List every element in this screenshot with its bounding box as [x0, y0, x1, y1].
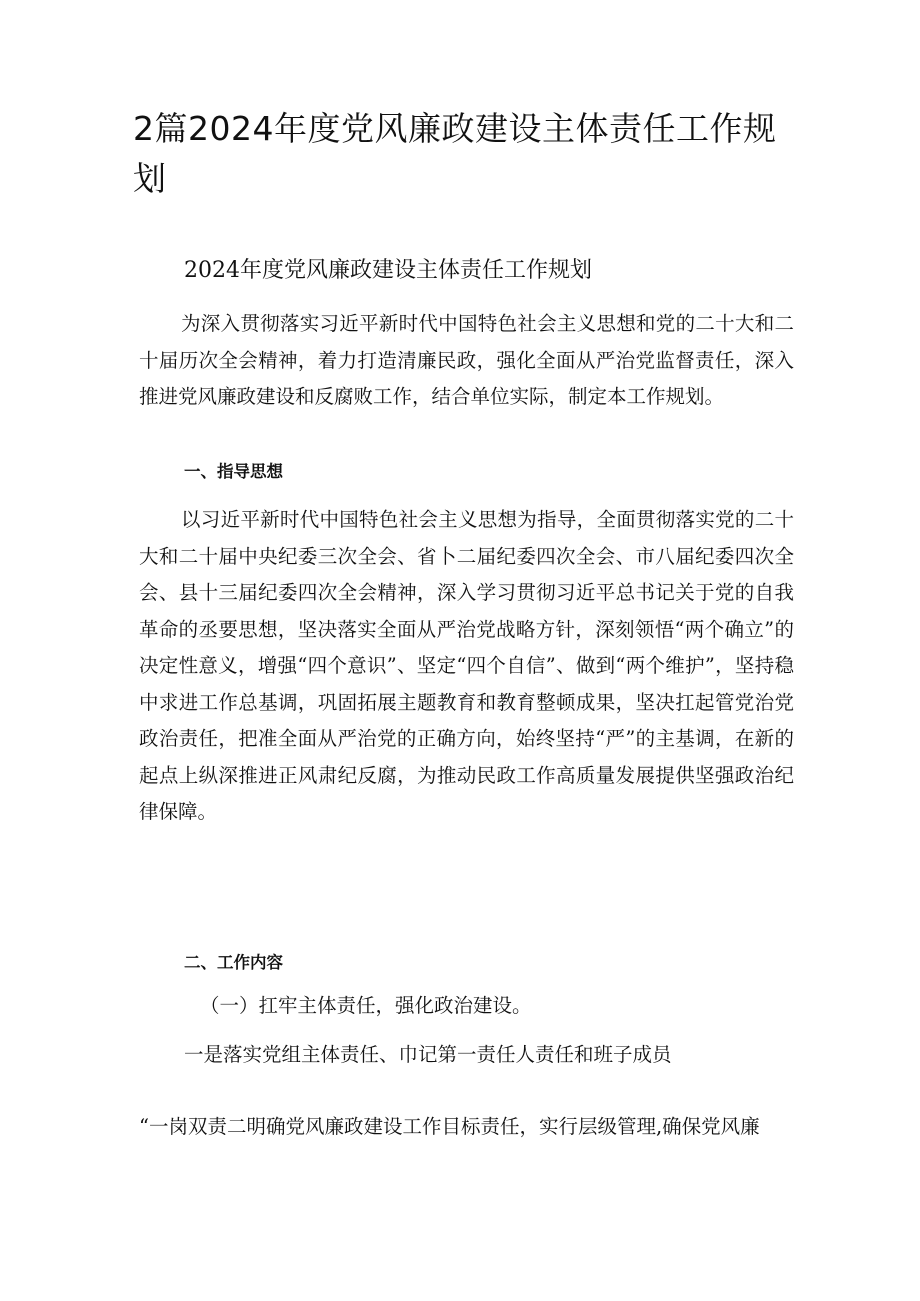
work-content-line: 一是落实党组主体责任、巾记第一责任人责任和班子成员: [184, 1043, 672, 1066]
section-heading-work-content: 二、工作内容: [184, 953, 283, 972]
work-content-line-continued: “一岗双责二明确党风廉政建设工作目标责任，实行层级管理,确保党风廉: [139, 1115, 760, 1138]
intro-paragraph: 为深入贯彻落实习近平新时代中国特色社会主义思想和党的二十大和二十届历次全会精神，着力打造清廉民政，强化全面从严治党监督责任，深入推进党风廉政建设和反腐败工作，结合单位实际，制定本工作规划。: [139, 312, 794, 408]
section-heading-guiding-ideology: 一、指导思想: [184, 462, 283, 481]
subsection-heading-main-responsibility: （一）扛牢主体责任，强化政治建设。: [200, 994, 532, 1017]
document-title: 2篇2024年度党风廉政建设主体责任工作规划: [133, 109, 777, 198]
guiding-ideology-paragraph: 以习近平新时代中国特色社会主义思想为指导，全面贯彻落实党的二十大和二十届中央纪委三次全会、省卜二届纪委四次全会、市八届纪委四次全会、县十三届纪委四次全会精神，深入学习贯彻习近平总书记关于党的自我革命的丞要思想，坚决落实全面从严治党战略方针，深刻领悟“两个确立”的决定性意义，增强“四个意识”、坚定“四个自信”、做到“两个维护”，坚持稳中求进工作总基调，巩固拓展主题教育和教育整顿成果，坚决扛起管党治党政治责任，把准全面从严治党的正确方向，始终坚持“严”的主基调，在新的起点上纵深推进正风肃纪反腐，为推动民政工作高质量发展提供坚强政治纪律保障。: [139, 508, 794, 823]
document-subtitle: 2024年度党风廉政建设主体责任工作规划: [184, 258, 592, 283]
